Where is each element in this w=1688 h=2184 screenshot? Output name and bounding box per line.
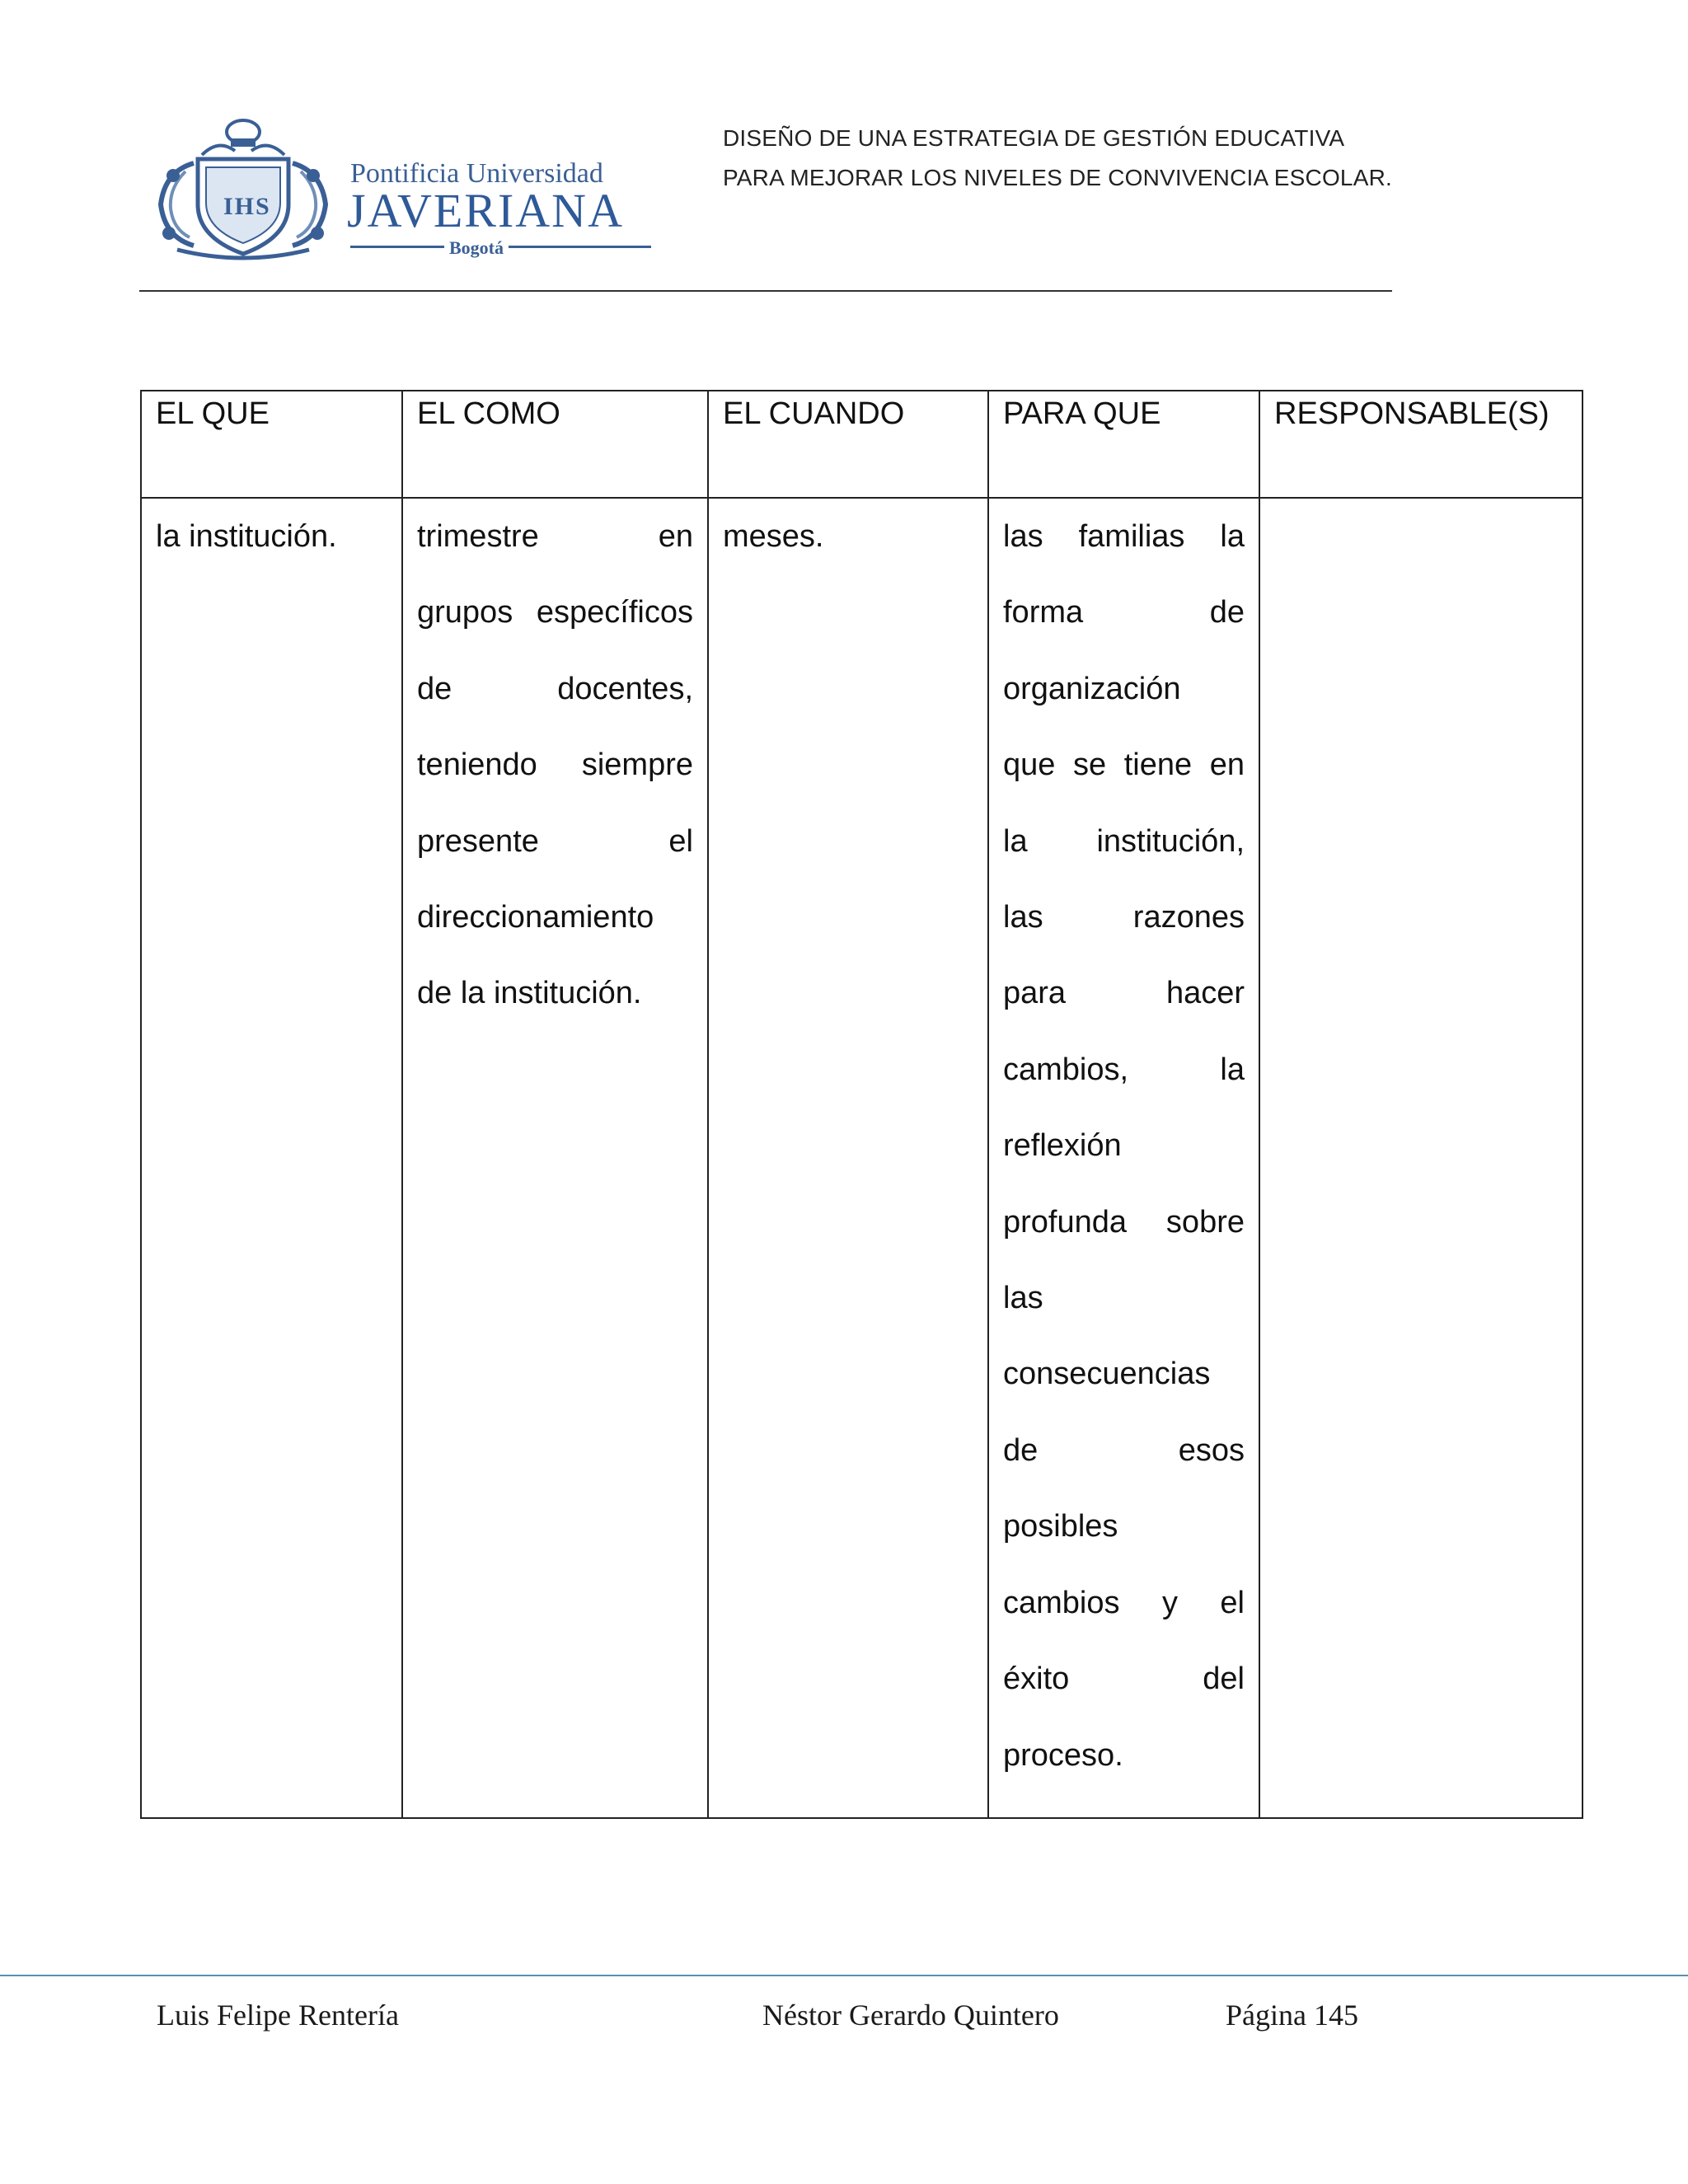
document-title-line-1: DISEÑO DE UNA ESTRATEGIA DE GESTIÓN EDUCATIVA — [723, 125, 1345, 151]
el-como-line: direccionamiento — [417, 900, 654, 935]
para-que-line: cambios, la — [1003, 1052, 1245, 1087]
para-que-line: las familias la — [1003, 519, 1245, 554]
para-que-line: para hacer — [1003, 976, 1245, 1011]
para-que-line: forma de — [1003, 595, 1245, 630]
header-el-como: EL COMO — [402, 391, 708, 498]
para-que-line: proceso. — [1003, 1737, 1123, 1773]
el-como-line: de docentes, — [417, 671, 693, 706]
footer-page-number: Página 145 — [1226, 1999, 1358, 2032]
para-que-text — [1003, 499, 1245, 1793]
para-que-line: de esos — [1003, 1432, 1245, 1468]
logo-line-university: Pontificia Universidad — [350, 158, 603, 189]
header-divider — [139, 290, 1392, 292]
table-row — [141, 498, 1582, 1818]
cell-para-que — [988, 498, 1259, 1818]
para-que-line: las — [1003, 1281, 1043, 1316]
el-como-text — [417, 499, 693, 1032]
table-header-row — [141, 391, 1582, 498]
para-que-line: posibles — [1003, 1509, 1118, 1544]
cell-el-cuando: meses. — [708, 498, 988, 1818]
el-como-line: grupos específicos — [417, 595, 693, 630]
para-que-line: las razones — [1003, 900, 1245, 935]
university-logo — [152, 114, 663, 262]
para-que-line: éxito del — [1003, 1661, 1245, 1697]
el-como-line: de la institución. — [417, 976, 642, 1011]
logo-line-city: Bogotá — [444, 237, 509, 259]
el-como-line: trimestre en — [417, 519, 693, 554]
para-que-line: cambios y el — [1003, 1585, 1245, 1620]
footer-author-2: Néstor Gerardo Quintero — [762, 1999, 1059, 2032]
para-que-line: organización — [1003, 671, 1181, 706]
para-que-line: profunda sobre — [1003, 1204, 1245, 1240]
document-title-line-2: PARA MEJORAR LOS NIVELES DE CONVIVENCIA ESCOLAR. — [723, 165, 1392, 190]
el-como-line: presente el — [417, 823, 693, 859]
logo-seal-letters: IHS — [223, 193, 271, 220]
cell-el-como — [402, 498, 708, 1818]
strategy-table — [140, 390, 1583, 1819]
footer-author-1: Luis Felipe Rentería — [157, 1999, 399, 2032]
header-el-que: EL QUE — [141, 391, 402, 498]
para-que-line: consecuencias — [1003, 1357, 1211, 1392]
footer-divider — [0, 1975, 1688, 1976]
header-para-que: PARA QUE — [988, 391, 1259, 498]
el-como-line: teniendo siempre — [417, 748, 693, 783]
para-que-line: que se tiene en — [1003, 748, 1245, 783]
cell-el-que: la institución. — [141, 498, 402, 1818]
document-title — [723, 119, 1392, 198]
header-responsables: RESPONSABLE(S) — [1259, 391, 1582, 498]
cell-responsables — [1259, 498, 1582, 1818]
header-el-cuando: EL CUANDO — [708, 391, 988, 498]
para-que-line: la institución, — [1003, 823, 1245, 859]
para-que-line: reflexión — [1003, 1128, 1122, 1164]
logo-line-javeriana: JAVERIANA — [347, 184, 624, 237]
